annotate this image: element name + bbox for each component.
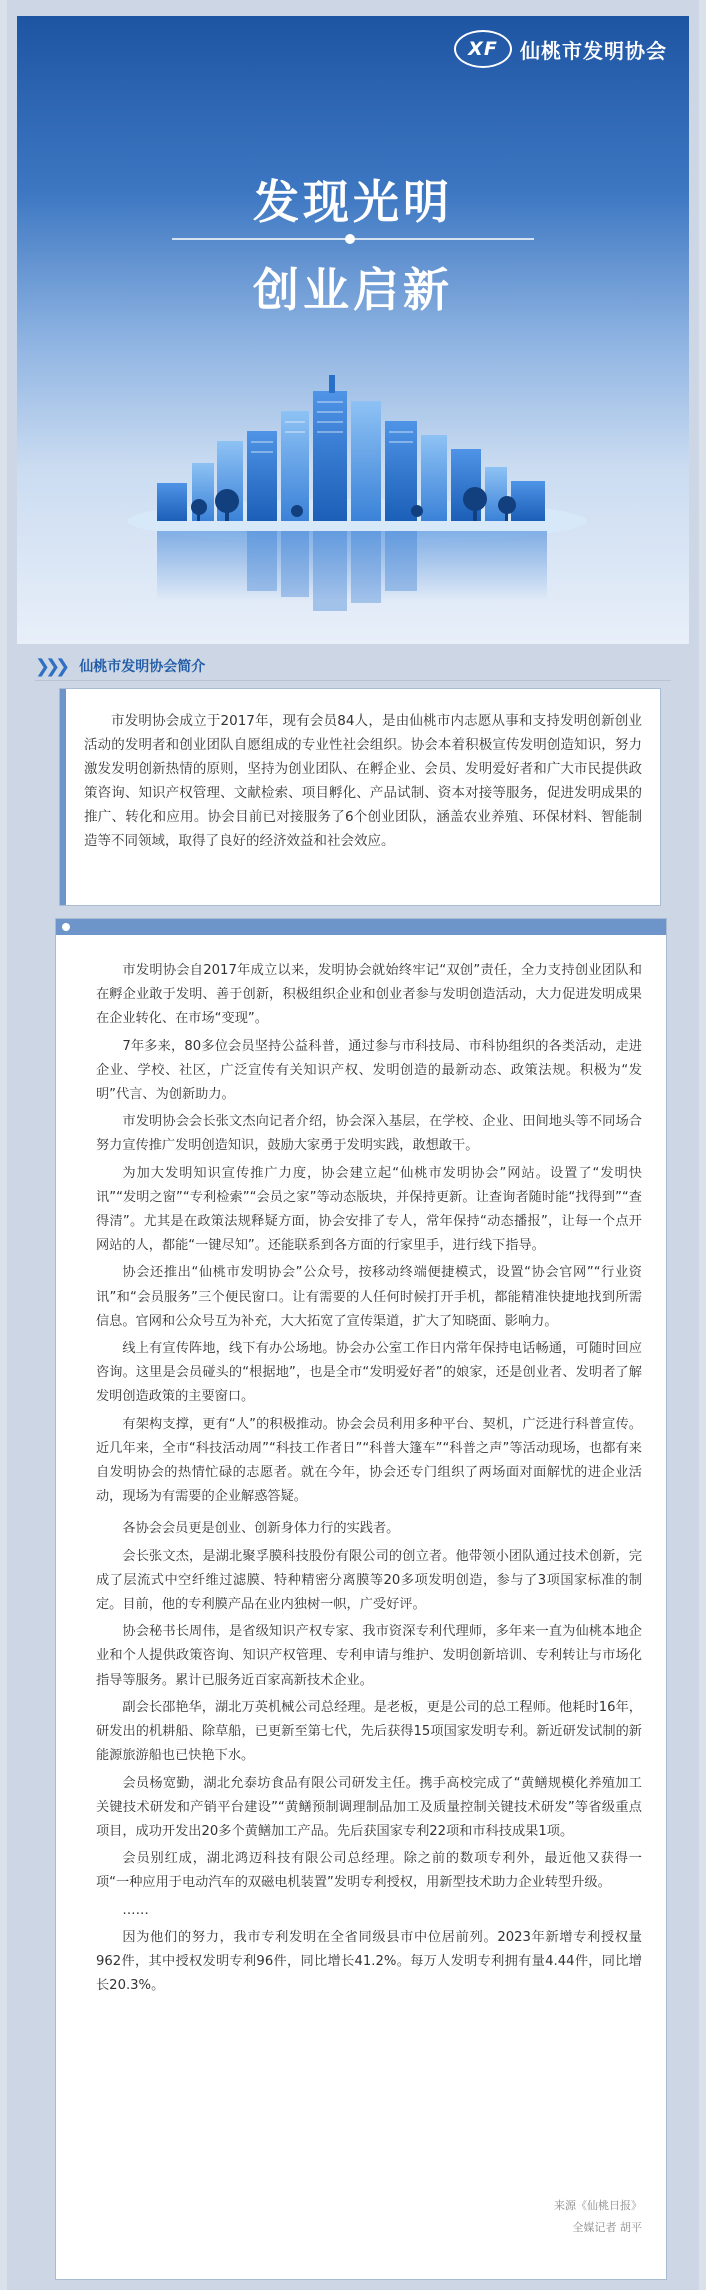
- page: [7, 0, 699, 2290]
- city-skyline-illustration: [97, 371, 617, 621]
- intro-text: 市发明协会成立于2017年，现有会员84人，是由仙桃市内志愿从事和支持发明创新创业活动的发明者和创业团队自愿组成的专业性社会组织。协会本着积极宣传发明创造知识，努力激发发明创新热情的原则，坚持为创业团队、在孵企业、会员、发明爱好者和广大市民提供政策咨询、知识产权管理、文献检索、项目孵化、产品试制、资本对接等服务，促进发明成果的推广、转化和应用。协会目前已对接服务了6个创业团队，涵盖农业养殖、环保材料、智能制造等不同领域，取得了良好的经济效益和社会效应。: [84, 713, 642, 849]
- article-paragraph: 市发明协会会长张文杰向记者介绍，协会深入基层，在学校、企业、田间地头等不同场合努力宣传推广发明创造知识，鼓励大家勇于发明实践，敢想敢干。: [96, 1114, 642, 1154]
- article-paragraph: 各协会会员更是创业、创新身体力行的实践者。: [122, 1521, 400, 1537]
- section-title: 仙桃市发明协会简介: [79, 659, 206, 675]
- article-source: [554, 2195, 642, 2239]
- article-paragraph: 因为他们的努力，我市专利发明在全省同级县市中位居前列。2023年新增专利授权量962件，其中授权发明专利96件，同比增长41.2%。每万人发明专利拥有量4.44件，同比增长20.3%。: [96, 1929, 642, 1994]
- hero-title-line1: 发现光明: [253, 175, 453, 229]
- logo-text: 仙桃市发明协会: [520, 38, 667, 63]
- section-divider: [35, 680, 671, 681]
- article-paragraph: 副会长邵艳华，湖北万英机械公司总经理。是老板，更是公司的总工程师。他耗时16年，研发出的机耕船、除草船，已更新至第七代，先后获得15项国家发明专利。新近研发试制的新能源旅游船也已快艳下水。: [96, 1699, 642, 1764]
- article-paragraph: 市发明协会自2017年成立以来，发明协会就始终牢记“双创”责任，全力支持创业团队和在孵企业敢于发明、善于创新，积极组织企业和创业者参与发明创造活动，大力促进发明成果在企业转化、在市场“变现”。: [96, 963, 642, 1027]
- article-paragraph: 会员别红成，湖北鸿迈科技有限公司总经理。除之前的数项专利外，最近他又获得一项“一种应用于电动汽车的双磁电机装置”发明专利授权，用新型技术助力企业转型升级。: [96, 1851, 642, 1891]
- article-paragraph: 会员杨宽勤，湖北允泰坊食品有限公司研发主任。携手高校完成了“黄鳝规模化养殖加工关键技术研发和产销平台建设”“黄鳝预制调理制品加工及质量控制关键技术研发”等省级重点项目，成功开发出20多个黄鳝加工产品。先后获国家专利22项和市科技成果1项。: [96, 1775, 642, 1839]
- reporter-line: 全媒记者 胡平: [572, 2221, 642, 2234]
- article-paragraph: 有架构支撑，更有“人”的积极推动。协会会员利用多种平台、契机，广泛进行科普宣传。近几年来，全市“科技活动周”“科技工作者日”“科普大篷车”“科普之声”等活动现场，也都有来自发明协会的热情忙碌的志愿者。就在今年，协会还专门组织了两场面对面解忧的进企业活动，现场为有需要的企业解惑答疑。: [96, 1416, 642, 1505]
- article-paragraph: 为加大发明知识宣传推广力度，协会建立起“仙桃市发明协会”网站。设置了“发明快讯”“发明之窗”“专利检索”“会员之家”等动态版块，并保持更新。让查询者随时能“找得到”“查得清”。尤其是在政策法规释疑方面，协会安排了专人，常年保持“动态播报”，让每一个点开网站的人，都能“一键尽知”。还能联系到各方面的行家里手，进行线下指导。: [96, 1165, 642, 1254]
- association-logo: [454, 30, 667, 68]
- article-paragraph: 会长张文杰，是湖北聚孚膜科技股份有限公司的创立者。他带领小团队通过技术创新，完成了层流式中空纤维过滤膜、特种精密分离膜等20多项发明创造，参与了3项国家标准的制定。目前，他的专利膜产品在业内独树一帜，广受好评。: [96, 1548, 642, 1613]
- article-top-bar: [56, 919, 666, 935]
- article-body: [96, 959, 642, 2001]
- source-line: 来源《仙桃日报》: [554, 2199, 642, 2212]
- section-header: [35, 652, 205, 680]
- hero-banner: [17, 16, 689, 644]
- article-paragraph: 7年多来，80多位会员坚持公益科普，通过参与市科技局、市科协组织的各类活动，走进企业、学校、社区，广泛宣传有关知识产权、发明创造的最新动态、政策法规。积极为“发明”代言、为创新助力。: [96, 1038, 642, 1103]
- hero-title-line2: 创业启新: [253, 263, 453, 317]
- hero-divider-dot: [345, 234, 355, 244]
- intro-box: [59, 688, 661, 906]
- article-paragraph: 线上有宣传阵地，线下有办公场地。协会办公室工作日内常年保持电话畅通，可随时回应咨询。这里是会员碰头的“根据地”，也是全市“发明爱好者”的娘家，还是创业者、发明者了解发明创造政策的主要窗口。: [96, 1341, 642, 1405]
- logo-mark: XF: [454, 30, 512, 68]
- article-paragraph: 协会秘书长周伟，是省级知识产权专家、我市资深专利代理师，多年来一直为仙桃本地企业和个人提供政策咨询、知识产权管理、专利申请与维护、发明创新培训、专利转让与市场化指导等服务。累计已服务近百家高新技术企业。: [96, 1624, 642, 1688]
- intro-accent-bar: [60, 689, 66, 905]
- article-box: [55, 918, 667, 2280]
- article-paragraph: 协会还推出“仙桃市发明协会”公众号，按移动终端便捷模式，设置“协会官网”“行业资讯”和“会员服务”三个便民窗口。让有需要的人任何时候打开手机，都能精准快捷地找到所需信息。官网和公众号互为补充，大大拓宽了宣传渠道，扩大了知晓面、影响力。: [96, 1265, 642, 1329]
- article-top-dot: [62, 923, 70, 931]
- chevron-arrows-icon: ❯❯❯: [35, 655, 66, 677]
- article-ellipsis: ……: [122, 1902, 149, 1918]
